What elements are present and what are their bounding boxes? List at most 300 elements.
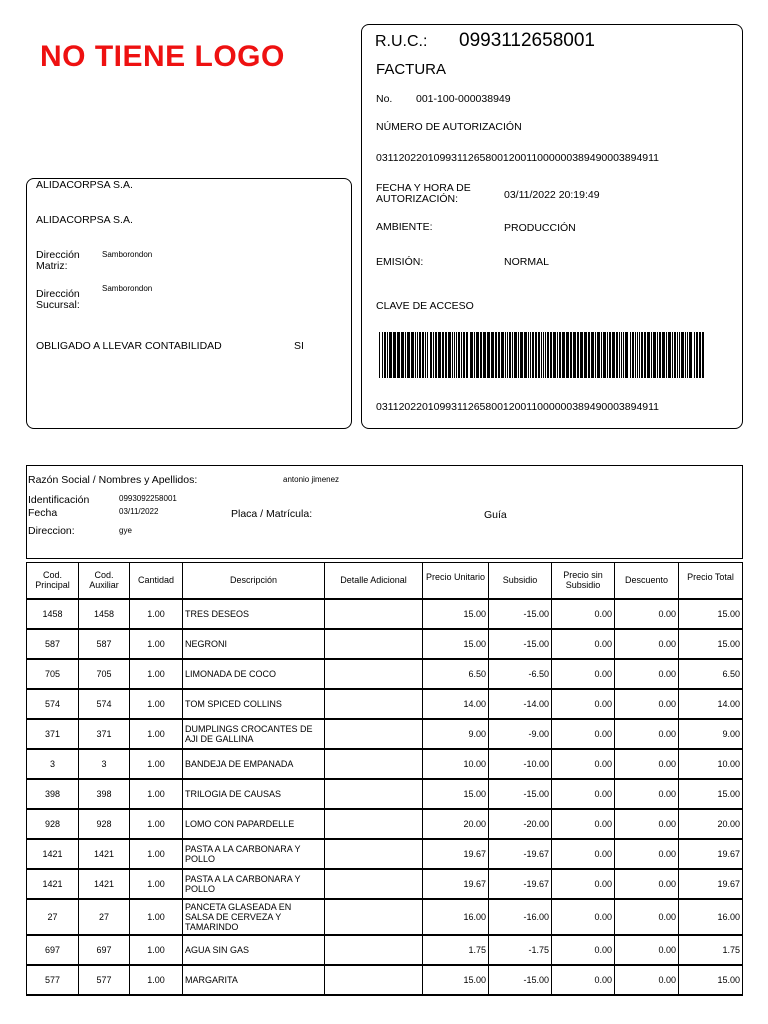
cell-detalle-adicional [325, 899, 423, 935]
barcode-bar [445, 332, 447, 378]
cell-cod-auxiliar: 1421 [79, 839, 130, 869]
barcode-bar [685, 332, 686, 378]
barcode-bar [601, 332, 602, 378]
accounting-label: OBLIGADO A LLEVAR CONTABILIDAD [36, 340, 222, 352]
environment-label: AMBIENTE: [376, 221, 433, 233]
cell-descripcion: TRILOGIA DE CAUSAS [183, 779, 325, 809]
barcode-bar [530, 332, 531, 378]
barcode-bar [557, 332, 558, 378]
table-row [27, 899, 743, 935]
cell-cod-principal: 928 [27, 809, 79, 839]
barcode-bar [545, 332, 546, 378]
cell-subsidio: -20.00 [489, 809, 552, 839]
cell-detalle-adicional [325, 689, 423, 719]
address-matrix-value: Samborondon [102, 250, 153, 259]
cell-cod-auxiliar: 398 [79, 779, 130, 809]
table-row [27, 749, 743, 779]
barcode-bar [524, 332, 527, 378]
barcode-bar [541, 332, 542, 378]
barcode-bar [495, 332, 497, 378]
barcode-bar [632, 332, 634, 378]
barcode-bar [616, 332, 618, 378]
barcode-bar [625, 332, 628, 378]
cell-descripcion: PANCETA GLASEADA EN SALSA DE CERVEZA Y TAMARINDO [183, 899, 325, 935]
cell-subsidio: -10.00 [489, 749, 552, 779]
cell-precio-total: 10.00 [679, 749, 743, 779]
access-key-label: CLAVE DE ACCESO [376, 300, 474, 312]
seller-name-1: ALIDACORPSA S.A. [36, 179, 133, 191]
barcode-bar [668, 332, 671, 378]
barcode-bar [480, 332, 482, 378]
cell-detalle-adicional [325, 749, 423, 779]
cell-cod-principal: 27 [27, 899, 79, 935]
table-header-row [27, 563, 743, 599]
barcode-bar [681, 332, 684, 378]
cell-precio-total: 1.75 [679, 935, 743, 965]
cell-precio-total: 15.00 [679, 965, 743, 995]
invoice-number: 001-100-000038949 [416, 93, 511, 105]
cell-precio-sin-subsidio: 0.00 [552, 809, 615, 839]
cell-precio-unitario: 15.00 [423, 599, 489, 629]
barcode-bar [514, 332, 517, 378]
cell-precio-sin-subsidio: 0.00 [552, 629, 615, 659]
barcode-bar [562, 332, 565, 378]
cell-precio-total: 6.50 [679, 659, 743, 689]
barcode-bar [501, 332, 504, 378]
address-branch-value: Samborondon [102, 284, 153, 293]
barcode-bar [379, 332, 380, 378]
barcode-bar [382, 332, 383, 378]
barcode-bar [430, 332, 432, 378]
cell-precio-sin-subsidio: 0.00 [552, 965, 615, 995]
cell-precio-sin-subsidio: 0.00 [552, 689, 615, 719]
cell-cod-auxiliar: 574 [79, 689, 130, 719]
cell-detalle-adicional [325, 839, 423, 869]
cell-cod-auxiliar: 928 [79, 809, 130, 839]
barcode-bar [427, 332, 428, 378]
barcode [379, 332, 709, 378]
cell-subsidio: -1.75 [489, 935, 552, 965]
buyer-name: antonio jimenez [283, 475, 340, 484]
no-logo-text: NO TIENE LOGO [40, 40, 285, 73]
barcode-bar [657, 332, 658, 378]
barcode-bar [635, 332, 636, 378]
barcode-bar [419, 332, 421, 378]
buyer-address: gye [119, 526, 132, 535]
cell-cod-auxiliar: 1421 [79, 869, 130, 899]
cell-descuento: 0.00 [615, 965, 679, 995]
table-row [27, 659, 743, 689]
barcode-bar [470, 332, 473, 378]
cell-cod-principal: 398 [27, 779, 79, 809]
header-cantidad: Cantidad [130, 563, 183, 599]
barcode-bar [619, 332, 620, 378]
header-subsidio: Subsidio [489, 563, 552, 599]
cell-precio-total: 9.00 [679, 719, 743, 749]
cell-precio-total: 15.00 [679, 779, 743, 809]
barcode-bar [422, 332, 424, 378]
cell-cantidad: 1.00 [130, 629, 183, 659]
cell-descuento: 0.00 [615, 809, 679, 839]
cell-precio-unitario: 15.00 [423, 779, 489, 809]
buyer-name-label: Razón Social / Nombres y Apellidos: [28, 474, 198, 486]
items-table [26, 562, 743, 996]
cell-descuento: 0.00 [615, 899, 679, 935]
cell-descuento: 0.00 [615, 749, 679, 779]
cell-subsidio: -15.00 [489, 599, 552, 629]
barcode-bar [672, 332, 673, 378]
cell-cantidad: 1.00 [130, 869, 183, 899]
cell-descuento: 0.00 [615, 839, 679, 869]
barcode-bar [584, 332, 587, 378]
cell-descuento: 0.00 [615, 659, 679, 689]
barcode-bar [458, 332, 460, 378]
barcode-bar [699, 332, 701, 378]
cell-precio-sin-subsidio: 0.00 [552, 899, 615, 935]
cell-cod-principal: 705 [27, 659, 79, 689]
barcode-bar [687, 332, 688, 378]
cell-precio-unitario: 9.00 [423, 719, 489, 749]
cell-cod-principal: 697 [27, 935, 79, 965]
address-matrix-label: Dirección Matriz: [36, 249, 80, 272]
cell-precio-sin-subsidio: 0.00 [552, 599, 615, 629]
barcode-bar [505, 332, 506, 378]
barcode-bar [448, 332, 451, 378]
barcode-bar [512, 332, 513, 378]
cell-detalle-adicional [325, 599, 423, 629]
barcode-bar [677, 332, 678, 378]
seller-name-2: ALIDACORPSA S.A. [36, 214, 133, 226]
cell-subsidio: -14.00 [489, 689, 552, 719]
cell-subsidio: -16.00 [489, 899, 552, 935]
cell-descripcion: LIMONADA DE COCO [183, 659, 325, 689]
address-branch-label: Dirección Sucursal: [36, 288, 80, 311]
cell-precio-total: 19.67 [679, 869, 743, 899]
cell-cod-principal: 1458 [27, 599, 79, 629]
buyer-address-label: Direccion: [28, 525, 75, 537]
cell-cod-auxiliar: 577 [79, 965, 130, 995]
barcode-bar [528, 332, 529, 378]
environment-value: PRODUCCIÓN [504, 222, 576, 234]
cell-cantidad: 1.00 [130, 719, 183, 749]
barcode-bar [607, 332, 608, 378]
barcode-bar [595, 332, 596, 378]
ruc-value: 0993112658001 [459, 30, 595, 51]
cell-precio-sin-subsidio: 0.00 [552, 869, 615, 899]
cell-detalle-adicional [325, 659, 423, 689]
cell-cod-auxiliar: 3 [79, 749, 130, 779]
cell-precio-unitario: 16.00 [423, 899, 489, 935]
barcode-bar [532, 332, 534, 378]
cell-detalle-adicional [325, 719, 423, 749]
table-row [27, 629, 743, 659]
cell-subsidio: -6.50 [489, 659, 552, 689]
cell-precio-unitario: 14.00 [423, 689, 489, 719]
cell-cantidad: 1.00 [130, 935, 183, 965]
cell-precio-sin-subsidio: 0.00 [552, 749, 615, 779]
cell-cod-principal: 577 [27, 965, 79, 995]
cell-descripcion: NEGRONI [183, 629, 325, 659]
plate-label: Placa / Matrícula: [231, 508, 313, 520]
barcode-bar [559, 332, 561, 378]
cell-precio-total: 16.00 [679, 899, 743, 935]
cell-subsidio: -19.67 [489, 839, 552, 869]
cell-subsidio: -9.00 [489, 719, 552, 749]
barcode-bar [507, 332, 508, 378]
header-descripcion: Descripción [183, 563, 325, 599]
cell-descuento: 0.00 [615, 599, 679, 629]
cell-descripcion: LOMO CON PAPARDELLE [183, 809, 325, 839]
barcode-bar [689, 332, 692, 378]
barcode-bar [641, 332, 643, 378]
cell-cod-principal: 1421 [27, 839, 79, 869]
cell-detalle-adicional [325, 629, 423, 659]
cell-precio-sin-subsidio: 0.00 [552, 839, 615, 869]
barcode-bar [518, 332, 519, 378]
accounting-value: SI [294, 340, 304, 352]
barcode-bar [647, 332, 650, 378]
barcode-bar [474, 332, 475, 378]
cell-precio-sin-subsidio: 0.00 [552, 719, 615, 749]
barcode-bar [415, 332, 416, 378]
cell-descuento: 0.00 [615, 629, 679, 659]
barcode-bar [674, 332, 676, 378]
cell-precio-unitario: 6.50 [423, 659, 489, 689]
barcode-bar [653, 332, 656, 378]
cell-precio-sin-subsidio: 0.00 [552, 659, 615, 689]
cell-descuento: 0.00 [615, 935, 679, 965]
cell-cod-auxiliar: 27 [79, 899, 130, 935]
barcode-bar [612, 332, 615, 378]
header-precio-total: Precio Total [679, 563, 743, 599]
cell-subsidio: -15.00 [489, 779, 552, 809]
header-precio-sin-subsidio: Precio sin Subsidio [552, 563, 615, 599]
cell-descripcion: TRES DESEOS [183, 599, 325, 629]
authorization-number: 0311202201099311265800120011000000389490003894911 [376, 152, 660, 164]
barcode-bar [609, 332, 611, 378]
cell-cantidad: 1.00 [130, 779, 183, 809]
cell-descripcion: PASTA A LA CARBONARA Y POLLO [183, 869, 325, 899]
barcode-bar [570, 332, 572, 378]
cell-cantidad: 1.00 [130, 599, 183, 629]
auth-datetime: 03/11/2022 20:19:49 [504, 189, 600, 201]
cell-precio-unitario: 15.00 [423, 965, 489, 995]
barcode-bar [666, 332, 667, 378]
barcode-bar [405, 332, 406, 378]
barcode-bar [425, 332, 426, 378]
cell-precio-unitario: 15.00 [423, 629, 489, 659]
barcode-bar [476, 332, 479, 378]
cell-cantidad: 1.00 [130, 965, 183, 995]
table-row [27, 779, 743, 809]
cell-cod-auxiliar: 587 [79, 629, 130, 659]
buyer-date: 03/11/2022 [119, 507, 159, 516]
document-type: FACTURA [376, 61, 447, 78]
header-cod-auxiliar: Cod. Auxiliar [79, 563, 130, 599]
cell-detalle-adicional [325, 779, 423, 809]
barcode-bar [461, 332, 462, 378]
barcode-bar [435, 332, 437, 378]
barcode-bar [694, 332, 695, 378]
barcode-bar [487, 332, 490, 378]
barcode-bar [603, 332, 606, 378]
buyer-date-label: Fecha [28, 507, 58, 519]
cell-cantidad: 1.00 [130, 839, 183, 869]
barcode-bar [452, 332, 453, 378]
authorization-label: NÚMERO DE AUTORIZACIÓN [376, 121, 522, 133]
table-row [27, 599, 743, 629]
cell-cod-principal: 371 [27, 719, 79, 749]
table-row [27, 869, 743, 899]
guide-label: Guía [484, 509, 507, 521]
cell-descripcion: BANDEJA DE EMPANADA [183, 749, 325, 779]
cell-precio-total: 15.00 [679, 599, 743, 629]
cell-descuento: 0.00 [615, 719, 679, 749]
buyer-id-label: Identificación [28, 494, 90, 506]
cell-cod-principal: 3 [27, 749, 79, 779]
barcode-bar [466, 332, 468, 378]
cell-cantidad: 1.00 [130, 689, 183, 719]
barcode-bar [597, 332, 600, 378]
cell-precio-unitario: 20.00 [423, 809, 489, 839]
cell-cod-auxiliar: 371 [79, 719, 130, 749]
cell-detalle-adicional [325, 935, 423, 965]
barcode-bar [389, 332, 392, 378]
cell-detalle-adicional [325, 809, 423, 839]
cell-precio-unitario: 1.75 [423, 935, 489, 965]
cell-precio-sin-subsidio: 0.00 [552, 779, 615, 809]
barcode-bar [547, 332, 549, 378]
barcode-bar [407, 332, 410, 378]
barcode-bar [662, 332, 665, 378]
barcode-bar [702, 332, 704, 378]
barcode-bar [535, 332, 537, 378]
cell-precio-total: 19.67 [679, 839, 743, 869]
barcode-bar [566, 332, 569, 378]
barcode-bar [411, 332, 414, 378]
barcode-bar [509, 332, 511, 378]
cell-cod-principal: 1421 [27, 869, 79, 899]
barcode-bar [397, 332, 400, 378]
cell-precio-unitario: 19.67 [423, 839, 489, 869]
barcode-bar [630, 332, 631, 378]
barcode-bar [393, 332, 396, 378]
cell-cod-auxiliar: 705 [79, 659, 130, 689]
cell-precio-total: 15.00 [679, 629, 743, 659]
barcode-bar [621, 332, 622, 378]
barcode-bar [588, 332, 590, 378]
cell-descripcion: PASTA A LA CARBONARA Y POLLO [183, 839, 325, 869]
cell-cantidad: 1.00 [130, 899, 183, 935]
barcode-bar [580, 332, 583, 378]
cell-subsidio: -15.00 [489, 629, 552, 659]
cell-descripcion: AGUA SIN GAS [183, 935, 325, 965]
cell-precio-unitario: 10.00 [423, 749, 489, 779]
barcode-bar [463, 332, 465, 378]
buyer-id: 0993092258001 [119, 494, 177, 503]
barcode-bar [591, 332, 594, 378]
barcode-bar [417, 332, 418, 378]
cell-detalle-adicional [325, 869, 423, 899]
cell-subsidio: -19.67 [489, 869, 552, 899]
ruc-label: R.U.C.: [375, 33, 428, 50]
table-row [27, 839, 743, 869]
barcode-bar [438, 332, 441, 378]
barcode-bar [659, 332, 661, 378]
table-row [27, 965, 743, 995]
invoice-number-label: No. [376, 93, 393, 105]
header-precio-unitario: Precio Unitario [423, 563, 489, 599]
cell-subsidio: -15.00 [489, 965, 552, 995]
cell-descripcion: DUMPLINGS CROCANTES DE AJI DE GALLINA [183, 719, 325, 749]
cell-descuento: 0.00 [615, 779, 679, 809]
cell-descuento: 0.00 [615, 869, 679, 899]
table-row [27, 935, 743, 965]
barcode-bar [577, 332, 579, 378]
barcode-bar [639, 332, 640, 378]
barcode-bar [651, 332, 652, 378]
cell-precio-unitario: 19.67 [423, 869, 489, 899]
cell-cantidad: 1.00 [130, 809, 183, 839]
table-row [27, 719, 743, 749]
access-key: 0311202201099311265800120011000000389490003894911 [376, 401, 660, 413]
cell-descuento: 0.00 [615, 689, 679, 719]
barcode-bar [433, 332, 434, 378]
barcode-bar [387, 332, 388, 378]
cell-precio-total: 14.00 [679, 689, 743, 719]
table-row [27, 689, 743, 719]
cell-cod-auxiliar: 697 [79, 935, 130, 965]
barcode-bar [623, 332, 624, 378]
barcode-bar [696, 332, 698, 378]
cell-precio-total: 20.00 [679, 809, 743, 839]
barcode-bar [553, 332, 556, 378]
barcode-bar [384, 332, 386, 378]
barcode-bar [520, 332, 523, 378]
barcode-bar [454, 332, 455, 378]
barcode-bar [550, 332, 552, 378]
table-row [27, 809, 743, 839]
barcode-bar [456, 332, 457, 378]
cell-cantidad: 1.00 [130, 749, 183, 779]
barcode-bar [644, 332, 646, 378]
barcode-bar [442, 332, 444, 378]
barcode-bar [491, 332, 494, 378]
barcode-bar [573, 332, 576, 378]
emission-label: EMISIÓN: [376, 256, 424, 268]
cell-detalle-adicional [325, 965, 423, 995]
cell-cantidad: 1.00 [130, 659, 183, 689]
cell-cod-auxiliar: 1458 [79, 599, 130, 629]
barcode-bar [498, 332, 500, 378]
cell-precio-sin-subsidio: 0.00 [552, 935, 615, 965]
emission-value: NORMAL [504, 256, 549, 268]
auth-datetime-label: FECHA Y HORA DE AUTORIZACIÓN: [376, 182, 471, 205]
barcode-bar [543, 332, 544, 378]
header-descuento: Descuento [615, 563, 679, 599]
barcode-bar [679, 332, 680, 378]
barcode-bar [637, 332, 638, 378]
header-detalle-adicional: Detalle Adicional [325, 563, 423, 599]
barcode-bar [401, 332, 404, 378]
cell-descripcion: TOM SPICED COLLINS [183, 689, 325, 719]
cell-cod-principal: 587 [27, 629, 79, 659]
header-cod-principal: Cod. Principal [27, 563, 79, 599]
cell-descripcion: MARGARITA [183, 965, 325, 995]
cell-cod-principal: 574 [27, 689, 79, 719]
barcode-bar [538, 332, 540, 378]
barcode-bar [483, 332, 486, 378]
